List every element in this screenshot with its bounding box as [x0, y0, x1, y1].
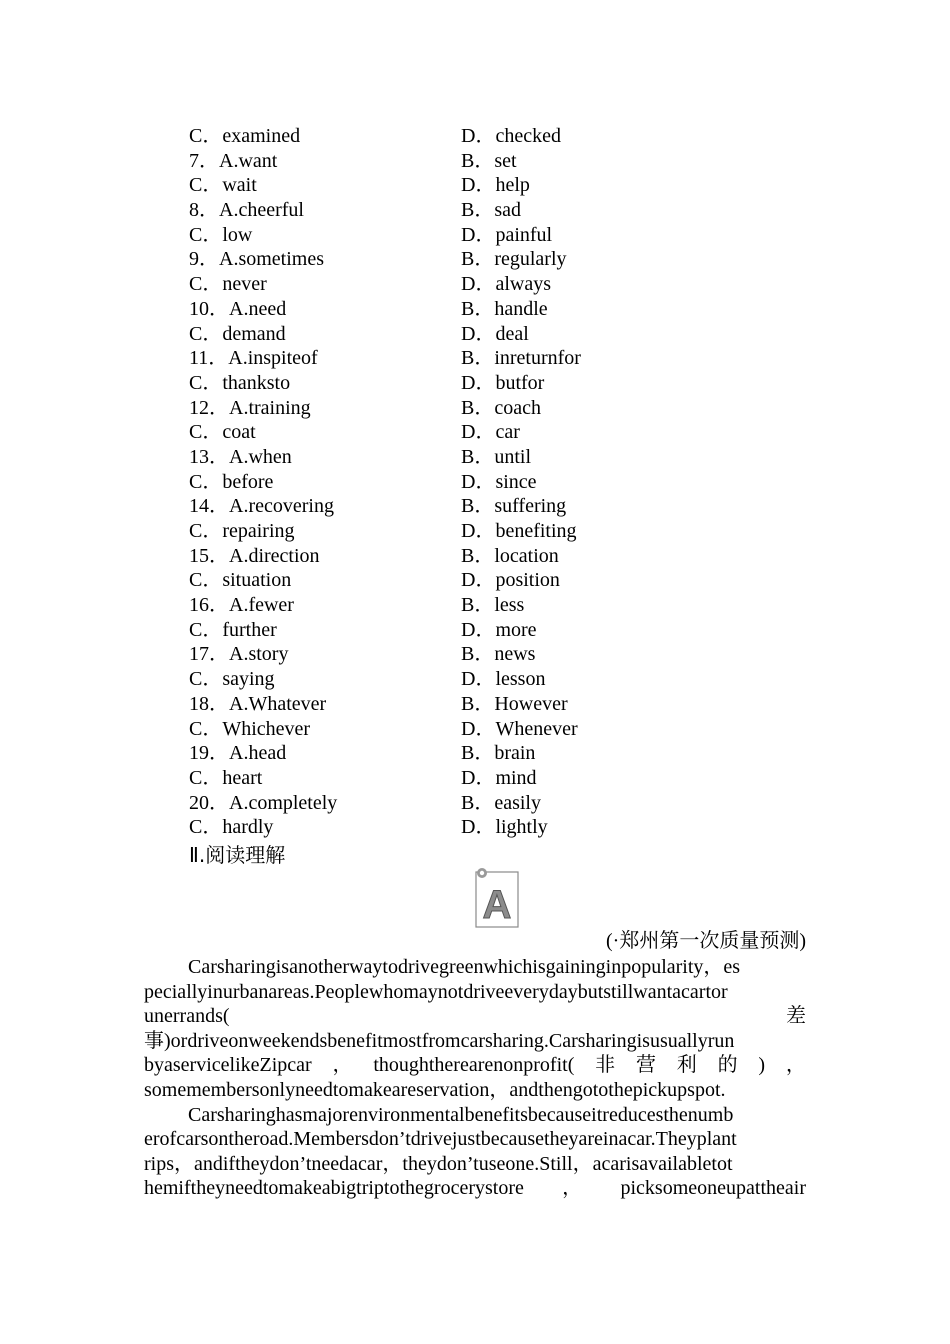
option-right: D．always [461, 273, 551, 296]
option-left: C．further [189, 618, 277, 641]
option-row [189, 494, 709, 519]
option-row [189, 149, 709, 174]
option-right: D．checked [461, 125, 561, 147]
option-row [189, 642, 709, 667]
passage-line [144, 1053, 806, 1078]
option-row [189, 766, 709, 791]
option-row [189, 124, 709, 149]
passage-word: 营 [635, 1054, 656, 1077]
option-row [189, 346, 709, 371]
option-row [189, 420, 709, 445]
passage-line: somemembersonlyneedtomakeareservation，andthengotothepickupspot. [144, 1078, 726, 1101]
option-left: C．coat [189, 421, 256, 444]
passage-word: 非 [595, 1054, 616, 1077]
option-left: 8．A.cheerful [189, 199, 304, 222]
option-right: B．news [461, 643, 536, 666]
option-right: D．lightly [461, 816, 548, 839]
option-left: C．before [189, 470, 274, 493]
option-right: B．set [461, 149, 517, 172]
option-row [189, 470, 709, 495]
section-a-badge [475, 866, 519, 928]
option-left: C．heart [189, 766, 263, 789]
option-right: D．help [461, 174, 530, 197]
passage-word: thoughtherearenonprofit( [373, 1054, 575, 1077]
option-row [189, 717, 709, 742]
passage-word: ， [785, 1054, 806, 1077]
option-row [189, 173, 709, 198]
reading-passage [144, 955, 806, 1201]
option-left: 10．A.need [189, 297, 287, 320]
passage-line: peciallyinurbanareas.Peoplewhomaynotdriveeverydaybutstillwantacartor [144, 980, 728, 1003]
option-right: D．butfor [461, 371, 545, 394]
passage-line [144, 1004, 806, 1029]
option-row [189, 223, 709, 248]
option-left: 18．A.Whatever [189, 692, 327, 715]
passage-line: rips，andiftheydon’tneedacar，theydon’tuseone.Still，acarisavailabletot [144, 1152, 733, 1175]
option-left: C．repairing [189, 520, 295, 542]
passage-word: byaservicelikeZipcar [144, 1054, 312, 1077]
passage-line: Carsharingisanotherwaytodrivegreenwhichisgaininginpopularity，es [188, 956, 741, 978]
option-left: 9．A.sometimes [189, 248, 324, 271]
passage-source: (·郑州第一次质量预测) [606, 930, 806, 952]
option-left: C．wait [189, 174, 257, 197]
option-row [189, 692, 709, 717]
option-row [189, 568, 709, 593]
option-left: 20．A.completely [189, 791, 338, 814]
option-left: C．hardly [189, 816, 274, 839]
option-left: C．thanksto [189, 371, 291, 394]
option-right: D．Whenever [461, 717, 578, 740]
passage-line: Carsharinghasmajorenvironmentalbenefitsbecauseitreducesthenumb [188, 1103, 734, 1126]
option-right: B．suffering [461, 495, 567, 518]
option-row [189, 544, 709, 569]
option-right: B．handle [461, 297, 548, 320]
option-left: C．demand [189, 322, 286, 345]
passage-word: ) [758, 1054, 766, 1077]
option-left: 17．A.story [189, 643, 289, 666]
option-row [189, 247, 709, 272]
passage-word: ， [562, 1177, 583, 1200]
badge-letter: A [482, 883, 512, 927]
option-row [189, 198, 709, 223]
option-row [189, 297, 709, 322]
option-left: C．situation [189, 569, 292, 592]
option-right: B．inreturnfor [461, 347, 581, 370]
option-left: 7．A.want [189, 149, 278, 172]
passage-line [144, 1176, 806, 1201]
option-row [189, 519, 709, 544]
option-right: B．location [461, 544, 559, 567]
option-row [189, 741, 709, 766]
option-right: D．more [461, 618, 537, 641]
option-right: D．car [461, 421, 520, 444]
option-row [189, 396, 709, 421]
option-right: D．lesson [461, 668, 546, 691]
option-row [189, 791, 709, 816]
option-left: C．examined [189, 125, 301, 147]
option-row [189, 618, 709, 643]
passage-word: hemiftheyneedtomakeabigtriptothegrocerystore [144, 1177, 524, 1200]
option-right: B．less [461, 594, 525, 617]
option-row [189, 667, 709, 692]
answer-options [189, 124, 709, 840]
option-right: B．brain [461, 742, 536, 765]
option-left: C．never [189, 273, 267, 296]
option-row [189, 593, 709, 618]
option-row [189, 445, 709, 470]
passage-word: ， [332, 1054, 353, 1077]
option-left: 15．A.direction [189, 544, 320, 567]
passage-word: 的 [717, 1054, 738, 1077]
option-right: D．deal [461, 322, 529, 345]
passage-line: 事)ordriveonweekendsbenefitmostfromcarsharing.Carsharingisusuallyrun [144, 1029, 735, 1052]
option-right: B．easily [461, 791, 541, 814]
option-left: C．saying [189, 668, 275, 691]
passage-word: 利 [676, 1054, 697, 1077]
passage-word: 差 [786, 1005, 806, 1028]
passage-line: erofcarsontheroad.Membersdon’tdrivejustbecausetheyareinacar.Theyplant [144, 1128, 737, 1151]
option-left: 12．A.training [189, 396, 311, 419]
option-right: D．painful [461, 223, 553, 246]
option-row [189, 371, 709, 396]
option-left: 14．A.recovering [189, 495, 334, 518]
option-right: B．However [461, 692, 568, 715]
passage-word: picksomeoneupattheair [620, 1177, 806, 1200]
section-heading: Ⅱ.阅读理解 [189, 843, 286, 867]
option-left: 16．A.fewer [189, 594, 294, 617]
option-row [189, 272, 709, 297]
option-right: D．since [461, 470, 537, 493]
option-right: D．position [461, 569, 560, 592]
option-left: 11．A.inspiteof [189, 347, 318, 370]
option-left: C．low [189, 223, 253, 246]
option-right: B．coach [461, 396, 541, 419]
option-left: 19．A.head [189, 742, 287, 765]
option-right: B．regularly [461, 248, 567, 271]
option-left: C．Whichever [189, 717, 311, 740]
option-right: B．until [461, 445, 532, 468]
passage-word: unerrands( [144, 1005, 230, 1028]
option-left: 13．A.when [189, 445, 292, 468]
option-right: D．benefiting [461, 520, 577, 542]
option-row [189, 322, 709, 347]
option-right: B．sad [461, 199, 521, 222]
option-row [189, 815, 709, 840]
option-right: D．mind [461, 766, 537, 789]
